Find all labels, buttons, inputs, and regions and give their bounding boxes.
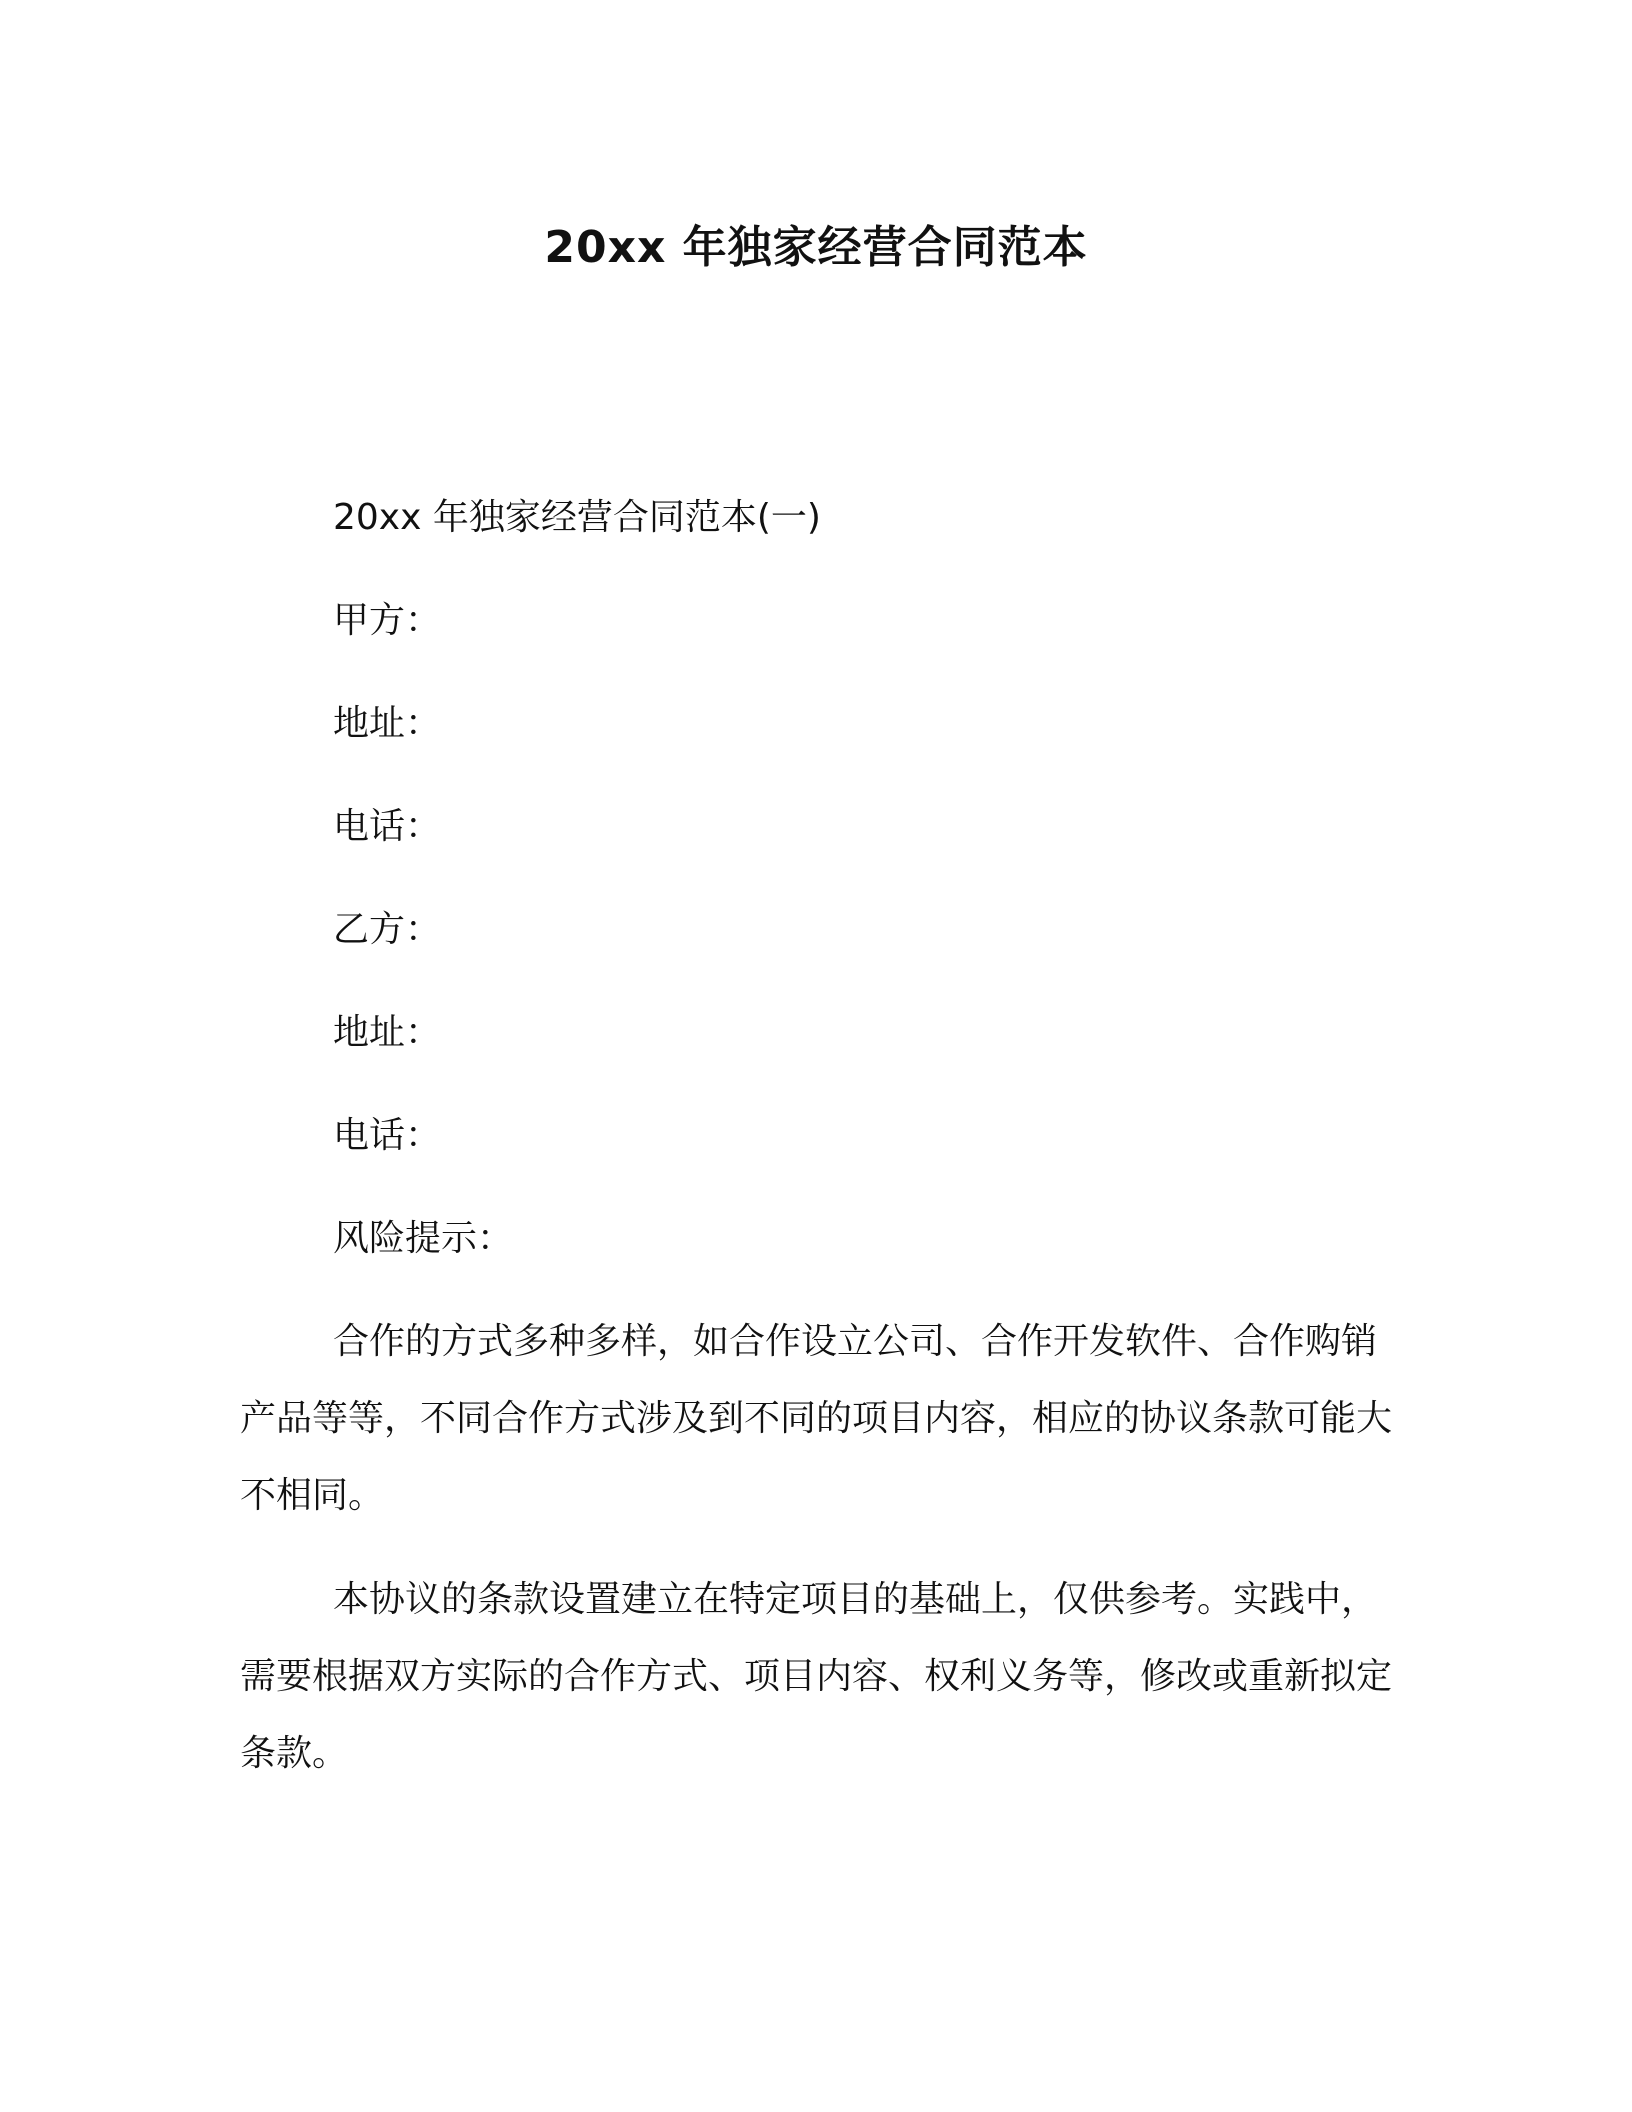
document-title: 20xx 年独家经营合同范本: [544, 222, 1088, 273]
party-b-address-label: 地址：: [333, 1012, 442, 1053]
party-a-address-label: 地址：: [333, 703, 442, 744]
risk-notice-label: 风险提示：: [333, 1218, 514, 1259]
party-b-phone-label: 电话：: [333, 1115, 442, 1156]
risk-paragraph-1: 合作的方式多种多样，如合作设立公司、合作开发软件、合作购销产品等等，不同合作方式涉及到不同的项目内容，相应的协议条款可能大不相同。: [240, 1321, 1393, 1516]
risk-paragraph-2: 本协议的条款设置建立在特定项目的基础上，仅供参考。实践中，需要根据双方实际的合作方式、项目内容、权利义务等，修改或重新拟定条款。: [240, 1579, 1393, 1774]
party-a-phone-label: 电话：: [333, 806, 442, 847]
contract-subtitle: 20xx 年独家经营合同范本(一): [333, 497, 821, 538]
party-b-label: 乙方：: [333, 909, 442, 950]
party-a-label: 甲方：: [333, 600, 442, 641]
